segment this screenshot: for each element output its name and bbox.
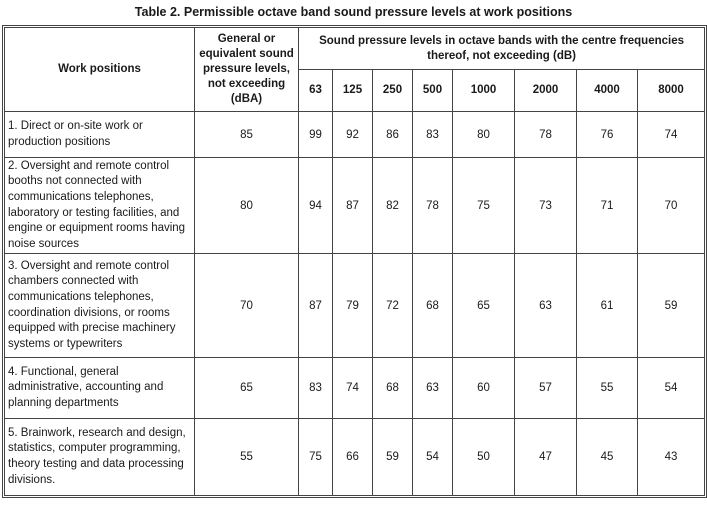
band-level-cell-63: 99 <box>299 112 333 158</box>
table-row <box>5 419 705 496</box>
header-frequency-125: 125 <box>333 70 373 112</box>
band-level-cell-500: 68 <box>413 254 453 358</box>
band-level-cell-4000: 45 <box>577 419 638 496</box>
band-level-cell-2000: 78 <box>515 112 577 158</box>
header-frequency-250: 250 <box>373 70 413 112</box>
table-row <box>5 254 705 358</box>
header-general-level: General or equivalent sound pressure levels, not exceeding (dBA) <box>195 28 299 112</box>
band-level-cell-63: 83 <box>299 358 333 419</box>
work-position-cell: 2. Oversight and remote control booths not connected with communications telephones, laboratory or testing facilities, and engine or equipment rooms having noise sources <box>5 158 195 254</box>
band-level-cell-1000: 60 <box>453 358 515 419</box>
band-level-cell-1000: 75 <box>453 158 515 254</box>
band-level-cell-8000: 54 <box>638 358 705 419</box>
band-level-cell-500: 78 <box>413 158 453 254</box>
header-frequency-8000: 8000 <box>638 70 705 112</box>
band-level-cell-250: 86 <box>373 112 413 158</box>
header-frequency-4000: 4000 <box>577 70 638 112</box>
band-level-cell-8000: 43 <box>638 419 705 496</box>
header-octave-bands: Sound pressure levels in octave bands with the centre frequencies thereof, not exceeding (dB) <box>299 28 705 70</box>
general-level-cell: 85 <box>195 112 299 158</box>
band-level-cell-1000: 50 <box>453 419 515 496</box>
header-frequency-63: 63 <box>299 70 333 112</box>
band-level-cell-4000: 61 <box>577 254 638 358</box>
header-frequency-2000: 2000 <box>515 70 577 112</box>
header-work-positions: Work positions <box>5 28 195 112</box>
band-level-cell-250: 72 <box>373 254 413 358</box>
header-frequency-1000: 1000 <box>453 70 515 112</box>
band-level-cell-63: 87 <box>299 254 333 358</box>
band-level-cell-2000: 57 <box>515 358 577 419</box>
band-level-cell-8000: 59 <box>638 254 705 358</box>
band-level-cell-4000: 76 <box>577 112 638 158</box>
band-level-cell-500: 83 <box>413 112 453 158</box>
general-level-cell: 55 <box>195 419 299 496</box>
table-row <box>5 112 705 158</box>
band-level-cell-1000: 65 <box>453 254 515 358</box>
general-level-cell: 80 <box>195 158 299 254</box>
band-level-cell-250: 82 <box>373 158 413 254</box>
work-position-cell: 1. Direct or on-site work or production positions <box>5 112 195 158</box>
table-row <box>5 358 705 419</box>
table-caption: Table 2. Permissible octave band sound pressure levels at work positions <box>134 5 573 19</box>
sound-levels-table <box>4 27 705 496</box>
band-level-cell-2000: 63 <box>515 254 577 358</box>
table-row <box>5 158 705 254</box>
band-level-cell-500: 54 <box>413 419 453 496</box>
general-level-cell: 70 <box>195 254 299 358</box>
band-level-cell-1000: 80 <box>453 112 515 158</box>
work-position-cell: 3. Oversight and remote control chambers connected with communications telephones, coordination divisions, or rooms equipped with precise machinery systems or typewriters <box>5 254 195 358</box>
band-level-cell-125: 79 <box>333 254 373 358</box>
band-level-cell-4000: 55 <box>577 358 638 419</box>
band-level-cell-125: 87 <box>333 158 373 254</box>
band-level-cell-125: 74 <box>333 358 373 419</box>
band-level-cell-8000: 74 <box>638 112 705 158</box>
header-row-1 <box>5 28 705 70</box>
band-level-cell-125: 92 <box>333 112 373 158</box>
work-position-cell: 4. Functional, general administrative, accounting and planning departments <box>5 358 195 419</box>
band-level-cell-4000: 71 <box>577 158 638 254</box>
band-level-cell-500: 63 <box>413 358 453 419</box>
band-level-cell-250: 59 <box>373 419 413 496</box>
band-level-cell-125: 66 <box>333 419 373 496</box>
band-level-cell-63: 94 <box>299 158 333 254</box>
band-level-cell-63: 75 <box>299 419 333 496</box>
band-level-cell-250: 68 <box>373 358 413 419</box>
band-level-cell-2000: 73 <box>515 158 577 254</box>
header-frequency-500: 500 <box>413 70 453 112</box>
band-level-cell-2000: 47 <box>515 419 577 496</box>
work-position-cell: 5. Brainwork, research and design, statistics, computer programming, theory testing and data processing divisions. <box>5 419 195 496</box>
general-level-cell: 65 <box>195 358 299 419</box>
band-level-cell-8000: 70 <box>638 158 705 254</box>
